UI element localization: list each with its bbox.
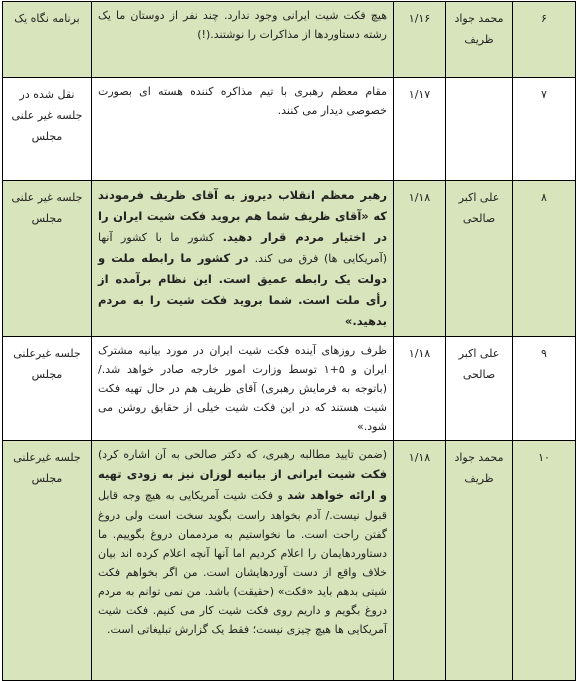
date-cell: ۱/۱۸ [394,337,446,441]
row-number: ۷ [513,78,576,181]
statements-table [2,1,576,681]
row-number: ۹ [513,337,576,441]
table-row [3,441,576,681]
table-row [3,2,576,78]
statement-bold-part: فکت شیت ایرانی از بیانیه لوزان نیز به زودی تهیه و ارائه خواهد شد [98,467,388,502]
date-cell: ۱/۱۸ [394,441,446,681]
date-cell: ۱/۱۷ [394,78,446,181]
speaker-name: علی اکبر صالحی [446,337,513,441]
row-number: ۸ [513,181,576,337]
statement-plain-part: و فکت شیت آمریکایی به هیچ وجه قابل قبول نیست./ آدم بخواهد راست بگوید سخت است ولی دروغ گفتن راحت است. ما نخواستیم به مردممان دروغ بگوییم. ما دستاوردهایمان را اعلام کردیم اما آنها آنچه اعلام کرده اند بیان خلاف واقع از دست آوردهایشان است. من اگر بخواهم فکت شیتی بدهم باید «فکت» (حقیقت) باشد. من نمی توانم به مردم دروغ بگویم و داریم روی فکت شیت کار می کنیم. فکت شیت آمریکایی ها هیچ چیزی نیست؛ فقط یک گزارش تبلیغاتی است. [98,489,387,636]
speaker-name: محمد جواد ظریف [446,2,513,78]
statement-bold-part: در کشور ما رابطه ملت و دولت یک رابطه عمیق است. این نظام برآمده از رأی ملت است. شما بروید فکت شیت را به مردم بدهید.» [98,251,387,328]
program-cell: جلسه غیرعلنی مجلس [3,337,92,441]
date-cell: ۱/۱۸ [394,181,446,337]
table-row [3,181,576,337]
date-cell: ۱/۱۶ [394,2,446,78]
speaker-name: علی اکبر صالحی [446,181,513,337]
statement-text: هیچ فکت شیت ایرانی وجود ندارد. چند نفر از دوستان ما یک رشته دستاوردها از مذاکرات را نوشتند.(!) [92,2,394,78]
program-cell: جلسه غیر علنی مجلس [3,181,92,337]
statement-text [92,441,394,681]
table-row [3,337,576,441]
program-cell: نقل شده در جلسه غیر علنی مجلس [3,78,92,181]
speaker-name: محمد جواد ظریف [446,441,513,681]
statement-plain-part: (ضمن تایید مطالبه رهبری، که دکتر صالحی به آن اشاره کرد) [98,448,387,461]
statement-bold-part: رهبر معظم انقلاب دیروز به آقای ظریف فرمودند که «آقای ظریف شما هم بروید فکت شیت ایران را در اختیار مردم قرار دهید. [98,188,387,244]
speaker-name [446,78,513,181]
row-number: ۱۰ [513,441,576,681]
program-cell: برنامه نگاه یک [3,2,92,78]
row-number: ۶ [513,2,576,78]
table-row [3,78,576,181]
statement-text [92,181,394,337]
program-cell: جلسه غیرعلنی مجلس [3,441,92,681]
statement-text: مقام معظم رهبری با تیم مذاکره کننده هسته ای بصورت خصوصی دیدار می کنند. [92,78,394,181]
statement-text: ظرف روزهای آینده فکت شیت ایران در مورد بیانیه مشترک ایران و ۵+۱ توسط وزارت امور خارجه صادر خواهد شد./ (باتوجه به فرمایش رهبری) آقای ظریف هم در حال تهیه فکت شیت هستند که در این فکت شیت خیلی از حقایق روشن می شود.» [92,337,394,441]
statement-plain-part: کشور ما با کشور آنها (آمریکایی ها) فرق می کند. [98,231,387,265]
